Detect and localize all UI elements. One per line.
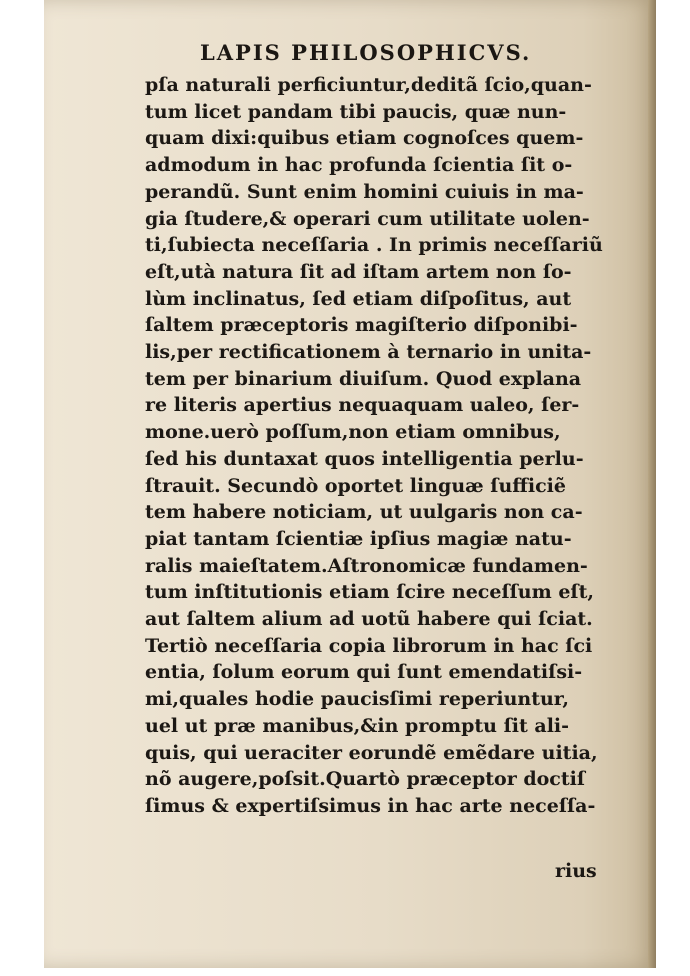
- text-line: lis,per rectificationem à ternario in unita-: [145, 341, 592, 364]
- text-line: uel ut præ manibus,&in promptu ſit ali-: [145, 714, 570, 737]
- text-line: mi,quales hodie paucisſimi reperiuntur,: [145, 688, 570, 711]
- text-line: ti,ſubiecta neceſſaria . In primis neceſſariũ: [145, 234, 603, 257]
- text-line: piat tantam ſcientiæ ipſius magiæ natu-: [145, 527, 572, 550]
- text-line: tem habere noticiam, ut uulgaris non ca-: [145, 501, 583, 524]
- text-line: ſed his duntaxat quos intelligentia perlu-: [145, 447, 584, 470]
- body-text: [145, 72, 615, 820]
- text-line: ſimus & expertiſsimus in hac arte neceſſa-: [145, 794, 596, 817]
- text-line: quis, qui ueraciter eorundẽ emẽdare uitia,: [145, 741, 598, 764]
- text-line: ſaltem præceptoris magiſterio diſponibi-: [145, 314, 578, 337]
- text-line: ſtrauit. Secundò oportet linguæ ſufficiẽ: [145, 474, 566, 497]
- text-line: perandũ. Sunt enim homini cuiuis in ma-: [145, 180, 584, 203]
- text-line: lùm inclinatus, ſed etiam diſpoſitus, aut: [145, 287, 572, 310]
- catchword: rius: [555, 860, 597, 882]
- running-head: LAPIS PHILOSOPHICVS.: [200, 40, 532, 65]
- text-line: nõ augere,poſsit.Quartò præceptor doctiſ: [145, 768, 586, 791]
- page-edge: [648, 0, 656, 968]
- text-line: quam dixi:quibus etiam cognoſces quem-: [145, 127, 584, 150]
- text-line: tum inſtitutionis etiam ſcire neceſſum eſt,: [145, 581, 594, 604]
- text-line: aut ſaltem alium ad uotũ habere qui ſciat.: [145, 608, 593, 631]
- text-line: re literis apertius nequaquam ualeo, ſer-: [145, 394, 580, 417]
- text-line: tum licet pandam tibi paucis, quæ nun-: [145, 100, 567, 123]
- text-line: Tertiò neceſſaria copia librorum in hac ſci: [145, 634, 593, 657]
- text-line: eſt,utà natura ſit ad iſtam artem non ſo-: [145, 260, 572, 283]
- text-line: tem per binarium diuiſum. Quod explana: [145, 367, 582, 390]
- text-line: admodum in hac profunda ſcientia ſit o-: [145, 154, 573, 177]
- text-line: gia ſtudere,& operari cum utilitate uolen-: [145, 207, 590, 230]
- text-line: pſa naturali perficiuntur,deditã ſcio,quan-: [145, 74, 592, 96]
- text-line: entia, ſolum eorum qui ſunt emendatiſsi-: [145, 661, 583, 684]
- text-line: ralis maieſtatem.Aſtronomicæ fundamen-: [145, 554, 588, 577]
- text-line: mone.uerò poſſum,non etiam omnibus,: [145, 421, 561, 444]
